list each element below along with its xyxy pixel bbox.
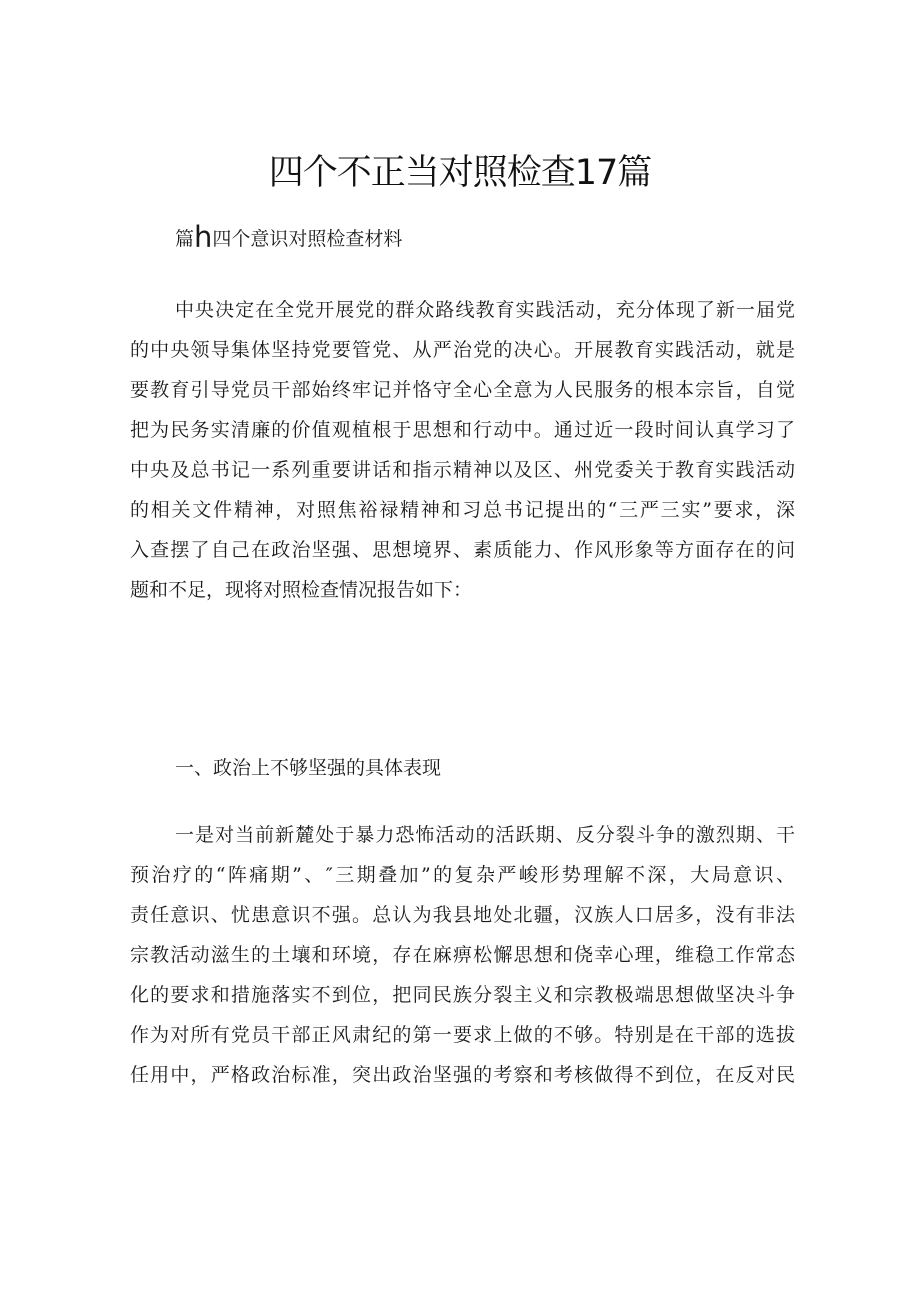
- document-subtitle: [175, 218, 402, 252]
- document-title: 四个不正当对照检查17篇: [268, 153, 652, 193]
- paragraph-line: 化的要求和措施落实不到位，把同民族分裂主义和宗教极端思想做坚决斗争: [130, 984, 795, 1006]
- paragraph-line: 宗教活动滋生的土壤和环境，存在麻痹松懈思想和侥幸心理，维稳工作常态: [130, 944, 795, 966]
- paragraph-line: 要教育引导党员干部始终牢记并恪守全心全意为人民服务的根本宗旨，自觉: [130, 379, 795, 401]
- subtitle-glyph: h: [194, 220, 213, 254]
- paragraph-line: 任用中，严格政治标准，突出政治坚强的考察和考核做得不到位，在反对民: [130, 1064, 795, 1086]
- paragraph-line: 一是对当前新麓处于暴力恐怖活动的活跃期、反分裂斗争的激烈期、干: [175, 824, 795, 846]
- section-heading: 一、政治上不够坚强的具体表现: [175, 757, 442, 779]
- paragraph-line: 的中央领导集体坚持党要管党、从严治党的决心。开展教育实践活动，就是: [130, 339, 795, 361]
- paragraph-line: 作为对所有党员干部正风肃纪的第一要求上做的不够。特别是在干部的选拔: [130, 1024, 795, 1046]
- subtitle-text: 四个意识对照检查材料: [212, 228, 403, 250]
- paragraph-line: 中央及总书记一系列重要讲话和指示精神以及区、州党委关于教育实践活动: [130, 459, 795, 481]
- section1-paragraph: [130, 815, 795, 1095]
- paragraph-line: 入查摆了自己在政治坚强、思想境界、素质能力、作风形象等方面存在的问: [130, 539, 795, 561]
- paragraph-line: 责任意识、忧患意识不强。总认为我县地处北疆，汉族人口居多，没有非法: [130, 904, 795, 926]
- paragraph-line: 预治疗的“阵痛期”、″三期叠加”的复杂严峻形势理解不深，大局意识、: [130, 864, 795, 886]
- paragraph-line: 把为民务实清廉的价值观植根于思想和行动中。通过近一段时间认真学习了: [130, 419, 795, 441]
- paragraph-line: 题和不足，现将对照检查情况报告如下：: [130, 579, 473, 601]
- subtitle-prefix: 篇: [175, 228, 195, 250]
- paragraph-line: 的相关文件精神，对照焦裕禄精神和习总书记提出的“三严三实”要求，深: [130, 499, 795, 521]
- intro-paragraph: [130, 290, 795, 610]
- paragraph-line: 中央决定在全党开展党的群众路线教育实践活动，充分体现了新一届党: [175, 299, 795, 321]
